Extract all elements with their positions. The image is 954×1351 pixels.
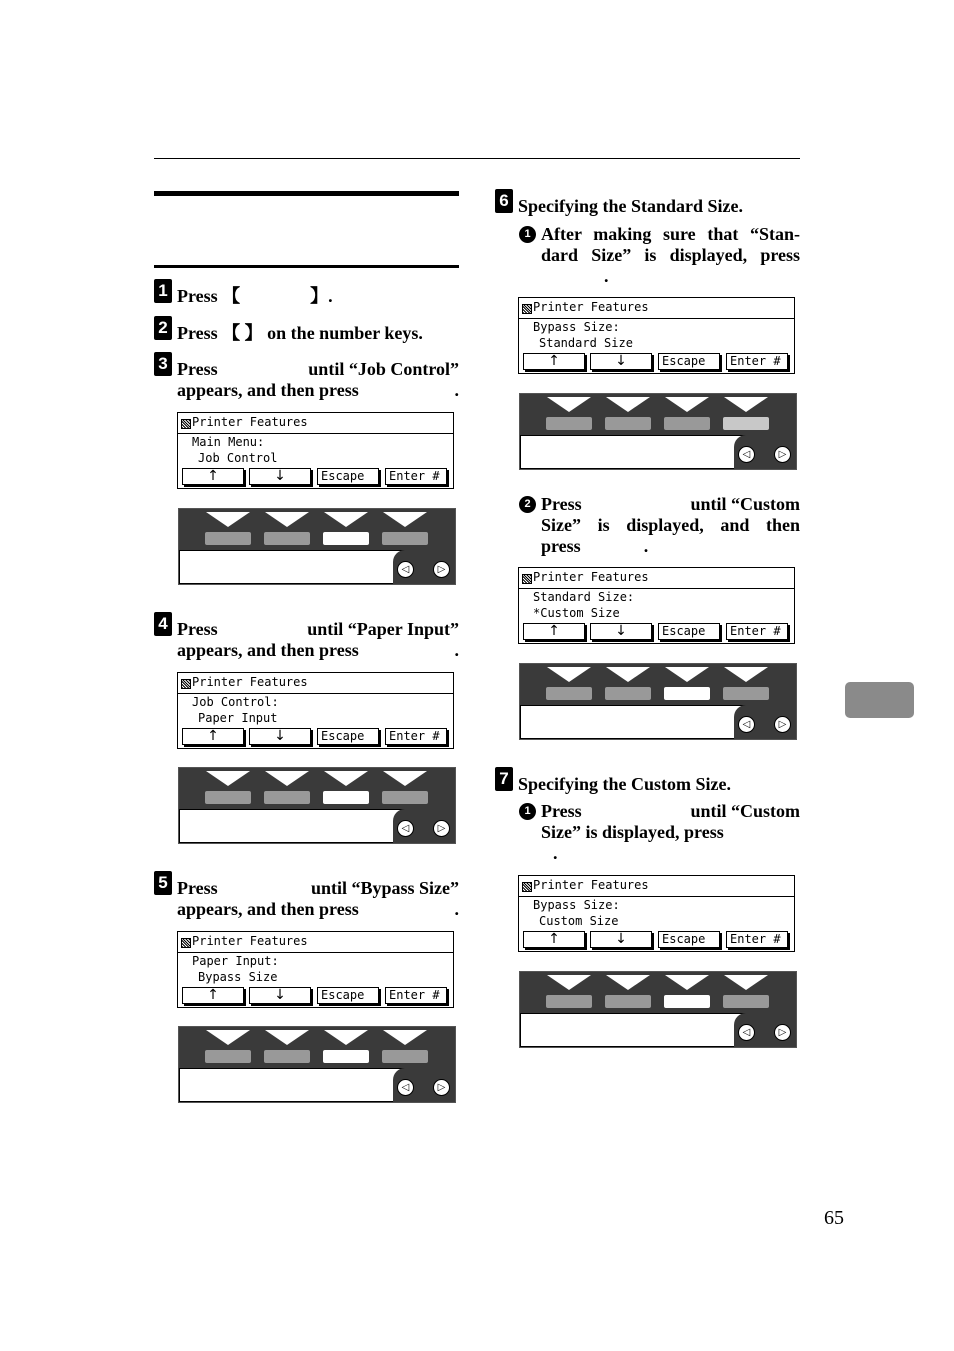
key-panel — [178, 767, 456, 844]
down-arrow-button[interactable]: ↓ — [590, 353, 652, 370]
enter-button[interactable]: Enter # — [726, 931, 788, 948]
selection-key-arrow — [547, 667, 591, 682]
selection-key-2[interactable] — [264, 791, 310, 804]
selection-key-4[interactable] — [382, 532, 428, 545]
lcd-display — [177, 412, 454, 489]
up-arrow-button[interactable]: ↑ — [182, 468, 244, 485]
right-arrow-icon[interactable]: ▷ — [774, 446, 791, 463]
left-arrow-icon[interactable]: ◁ — [738, 1024, 755, 1041]
selection-key-4[interactable] — [723, 417, 769, 430]
escape-button[interactable]: Escape — [658, 931, 720, 948]
selection-key-3[interactable] — [323, 791, 369, 804]
selection-key-arrow — [724, 667, 768, 682]
key-panel — [519, 663, 797, 740]
selection-key-arrow — [606, 397, 650, 412]
step-4-text: Press until “Paper Input” appears, and then press . — [177, 619, 459, 660]
escape-button[interactable]: Escape — [317, 728, 379, 745]
selection-key-4[interactable] — [382, 791, 428, 804]
left-arrow-icon[interactable]: ◁ — [397, 820, 414, 837]
selection-key-arrow — [206, 771, 250, 786]
chapter-tab — [845, 682, 914, 718]
selection-key-1[interactable] — [205, 1050, 251, 1063]
key-panel — [178, 1026, 456, 1103]
header-rule — [154, 158, 800, 159]
selection-key-arrow — [383, 771, 427, 786]
lcd-line-1: Paper Input: — [192, 954, 279, 968]
selection-key-2[interactable] — [605, 687, 651, 700]
selection-key-arrow — [724, 975, 768, 990]
left-arrow-icon[interactable]: ◁ — [738, 446, 755, 463]
up-arrow-button[interactable]: ↑ — [523, 623, 585, 640]
selection-key-arrow — [383, 512, 427, 527]
lcd-title: Printer Features — [519, 876, 794, 897]
selection-key-4[interactable] — [382, 1050, 428, 1063]
selection-key-arrow — [665, 397, 709, 412]
up-arrow-button[interactable]: ↑ — [523, 353, 585, 370]
lcd-display — [518, 875, 795, 952]
selection-key-arrow — [206, 1030, 250, 1045]
lcd-line-2: Job Control — [198, 451, 278, 465]
left-arrow-icon[interactable]: ◁ — [738, 716, 755, 733]
selection-key-1[interactable] — [205, 791, 251, 804]
step-3-text: Press until “Job Control” appears, and then press . — [177, 359, 459, 400]
enter-button[interactable]: Enter # — [726, 353, 788, 370]
step-6-number: 6 — [495, 189, 513, 213]
down-arrow-button[interactable]: ↓ — [249, 468, 311, 485]
selection-key-arrow — [547, 975, 591, 990]
enter-button[interactable]: Enter # — [385, 728, 447, 745]
lcd-title: Printer Features — [519, 568, 794, 589]
escape-button[interactable]: Escape — [317, 468, 379, 485]
key-panel — [519, 971, 797, 1048]
selection-key-arrow — [606, 975, 650, 990]
lcd-title: Printer Features — [178, 413, 453, 434]
lcd-display — [518, 297, 795, 374]
selection-key-4[interactable] — [723, 687, 769, 700]
right-arrow-icon[interactable]: ▷ — [433, 1079, 450, 1096]
selection-key-2[interactable] — [264, 532, 310, 545]
up-arrow-button[interactable]: ↑ — [182, 728, 244, 745]
step-7-number: 7 — [495, 767, 513, 791]
left-arrow-icon[interactable]: ◁ — [397, 561, 414, 578]
selection-key-3[interactable] — [323, 532, 369, 545]
selection-key-3[interactable] — [664, 417, 710, 430]
lcd-line-1: Bypass Size: — [533, 898, 620, 912]
lcd-display — [518, 567, 795, 644]
enter-button[interactable]: Enter # — [726, 623, 788, 640]
right-arrow-icon[interactable]: ▷ — [774, 716, 791, 733]
section-rule-top — [154, 191, 459, 196]
lcd-line-1: Standard Size: — [533, 590, 635, 604]
selection-key-3[interactable] — [323, 1050, 369, 1063]
substep-text: Press until “Custom Size” is displayed, press . — [541, 801, 800, 863]
step-5-number: 5 — [154, 871, 172, 895]
selection-key-arrow — [383, 1030, 427, 1045]
selection-key-4[interactable] — [723, 995, 769, 1008]
key-panel — [178, 508, 456, 585]
selection-key-2[interactable] — [605, 417, 651, 430]
selection-key-arrow — [606, 667, 650, 682]
step-3-number: 3 — [154, 352, 172, 376]
lcd-line-2: Standard Size — [539, 336, 633, 350]
step-2-text: Press 【 】 on the number keys. — [177, 323, 423, 343]
right-arrow-icon[interactable]: ▷ — [433, 820, 450, 837]
lcd-line-1: Main Menu: — [192, 435, 265, 449]
selection-key-arrow — [206, 512, 250, 527]
key-panel — [519, 393, 797, 470]
selection-key-arrow — [324, 512, 368, 527]
step-1-number: 1 — [154, 279, 172, 303]
step-2-number: 2 — [154, 316, 172, 340]
lcd-line-2: Paper Input — [198, 711, 278, 725]
down-arrow-button[interactable]: ↓ — [590, 623, 652, 640]
step-6-title: Specifying the Standard Size. — [518, 196, 744, 216]
substep-2-number: 2 — [519, 496, 536, 513]
down-arrow-button[interactable]: ↓ — [249, 728, 311, 745]
right-arrow-icon[interactable]: ▷ — [774, 1024, 791, 1041]
selection-key-2[interactable] — [264, 1050, 310, 1063]
right-arrow-icon[interactable]: ▷ — [433, 561, 450, 578]
left-arrow-icon[interactable]: ◁ — [397, 1079, 414, 1096]
enter-button[interactable]: Enter # — [385, 468, 447, 485]
lcd-display — [177, 931, 454, 1008]
down-arrow-button[interactable]: ↓ — [249, 987, 311, 1004]
lcd-title: Printer Features — [178, 673, 453, 694]
section-rule-bottom — [154, 265, 459, 268]
step-4-number: 4 — [154, 612, 172, 636]
enter-button[interactable]: Enter # — [385, 987, 447, 1004]
lcd-title: Printer Features — [519, 298, 794, 319]
lcd-line-1: Bypass Size: — [533, 320, 620, 334]
substep-1-number: 1 — [519, 803, 536, 820]
selection-key-arrow — [665, 667, 709, 682]
substep-text: Press until “Custom Size” is displayed, and then press . — [541, 494, 800, 556]
selection-key-1[interactable] — [546, 417, 592, 430]
step-5-text: Press until “Bypass Size” appears, and then press . — [177, 878, 459, 919]
lcd-title: Printer Features — [178, 932, 453, 953]
up-arrow-button[interactable]: ↑ — [523, 931, 585, 948]
selection-key-2[interactable] — [605, 995, 651, 1008]
selection-key-1[interactable] — [546, 995, 592, 1008]
selection-key-arrow — [547, 397, 591, 412]
escape-button[interactable]: Escape — [658, 623, 720, 640]
selection-key-arrow — [665, 975, 709, 990]
selection-key-3[interactable] — [664, 995, 710, 1008]
selection-key-1[interactable] — [205, 532, 251, 545]
lcd-line-2: Custom Size — [539, 914, 619, 928]
selection-key-arrow — [324, 771, 368, 786]
lcd-display — [177, 672, 454, 749]
selection-key-arrow — [265, 512, 309, 527]
lcd-line-2: Bypass Size — [198, 970, 278, 984]
down-arrow-button[interactable]: ↓ — [590, 931, 652, 948]
escape-button[interactable]: Escape — [317, 987, 379, 1004]
selection-key-arrow — [265, 1030, 309, 1045]
substep-text: After making sure that “Stan- dard Size” is displayed, press . — [541, 224, 800, 286]
lcd-line-1: Job Control: — [192, 695, 279, 709]
step-1-text: Press 【 】. — [177, 286, 333, 306]
lcd-line-2: *Custom Size — [533, 606, 620, 620]
selection-key-1[interactable] — [546, 687, 592, 700]
up-arrow-button[interactable]: ↑ — [182, 987, 244, 1004]
escape-button[interactable]: Escape — [658, 353, 720, 370]
substep-1-number: 1 — [519, 226, 536, 243]
step-7-title: Specifying the Custom Size. — [518, 774, 731, 794]
selection-key-arrow — [324, 1030, 368, 1045]
selection-key-arrow — [724, 397, 768, 412]
selection-key-arrow — [265, 771, 309, 786]
selection-key-3[interactable] — [664, 687, 710, 700]
page-number: 65 — [824, 1207, 844, 1229]
